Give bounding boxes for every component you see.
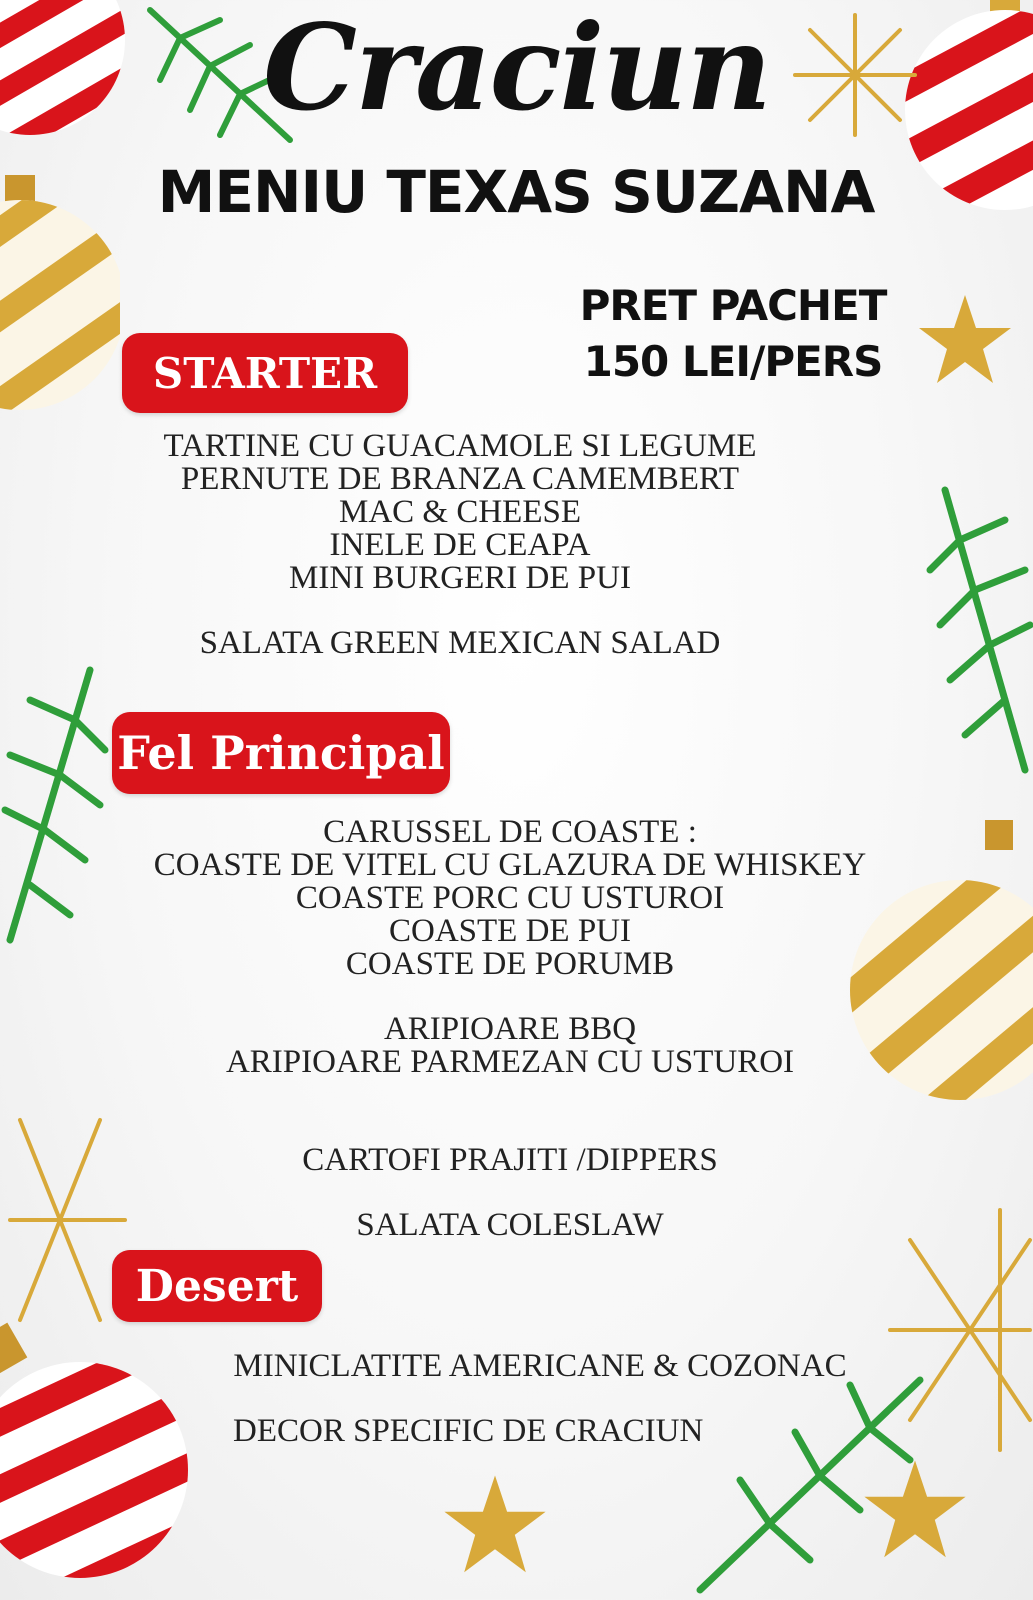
list-item: COASTE DE PUI [388,913,631,949]
pine-branch-left [0,660,110,950]
gold-star-right [915,290,1015,390]
main-list [140,816,880,1242]
list-item: CARUSSEL DE COASTE : [323,814,697,850]
list-item: TARTINE CU GUACAMOLE SI LEGUME [163,428,757,464]
gold-star-bottom-right [860,1455,970,1565]
starter-list [145,430,775,660]
snowflake-bottom-left [0,1110,130,1330]
list-item: MINICLATITE AMERICANE & COZONAC [233,1348,847,1384]
list-item: ARIPIOARE BBQ [383,1011,637,1047]
list-item: MINI BURGERI DE PUI [289,560,631,596]
section-label-dessert: Desert [112,1250,322,1322]
list-item: COASTE DE VITEL CU GLAZURA DE WHISKEY [153,847,867,883]
package-price [548,278,918,390]
script-title: Craciun [263,0,770,137]
gold-star-bottom-center [440,1470,550,1580]
list-item: COASTE DE PORUMB [345,946,675,982]
dessert-list [200,1350,880,1448]
section-label-main: Fel Principal [112,712,450,794]
list-item: CARTOFI PRAJITI /DIPPERS [302,1142,718,1178]
list-item: PERNUTE DE BRANZA CAMEMBERT [180,461,740,497]
list-item: MAC & CHEESE [338,494,582,530]
list-item: ARIPIOARE PARMEZAN CU USTUROI [225,1044,795,1080]
list-item: SALATA GREEN MEXICAN SALAD [199,625,721,661]
section-label-starter: STARTER [122,333,408,413]
list-item: COASTE PORC CU USTUROI [295,880,725,916]
price-line-1: PRET PACHET [579,281,887,330]
list-item: DECOR SPECIFIC DE CRACIUN [233,1413,704,1449]
list-item: SALATA COLESLAW [356,1207,664,1243]
ornament-red-bottom-left [0,1320,210,1600]
price-line-2: 150 LEI/PERS [583,337,883,386]
pine-branch-right [925,480,1033,780]
page-title: MENIU TEXAS SUZANA [157,158,875,226]
list-item: INELE DE CEAPA [329,527,591,563]
